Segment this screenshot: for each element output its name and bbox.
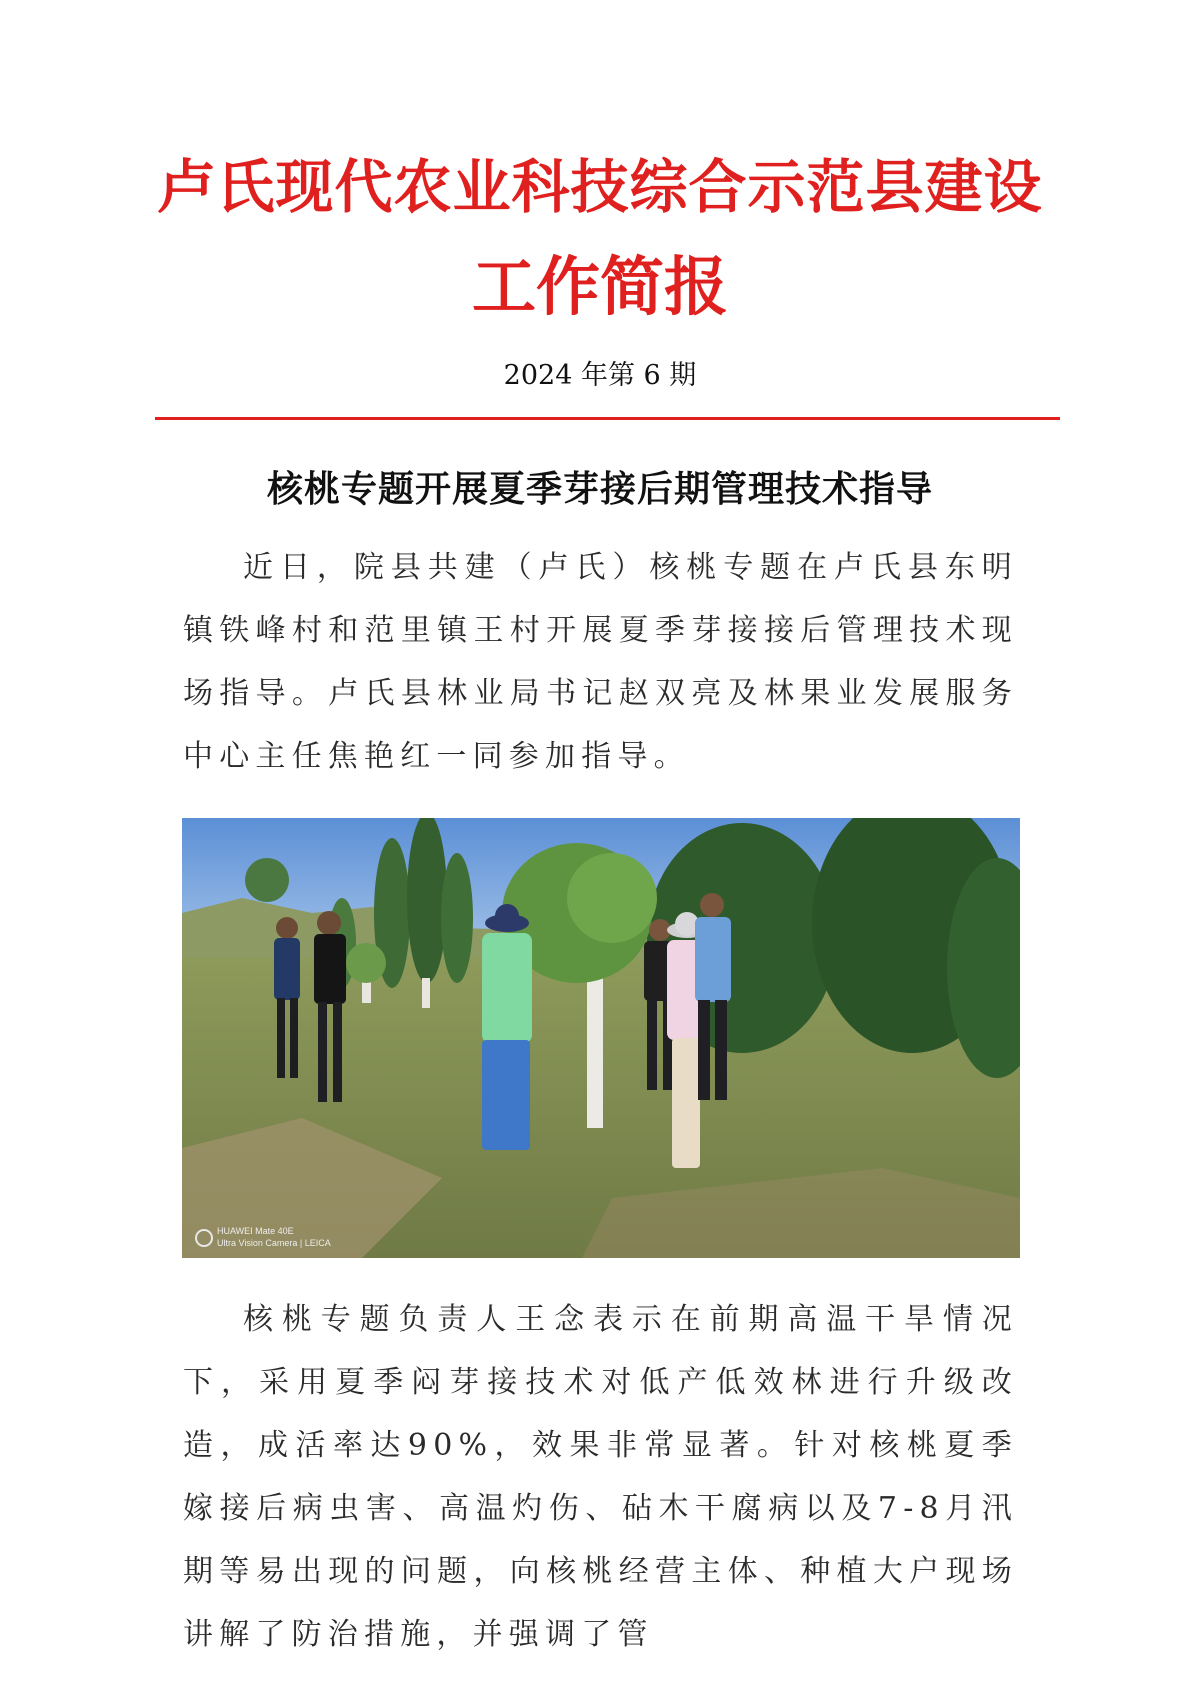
- masthead-title-line1: 卢氏现代农业科技综合示范县建设: [157, 153, 1043, 221]
- sapling-leaves: [346, 943, 386, 983]
- article-paragraph-1: 近日，院县共建（卢氏）核桃专题在卢氏县东明镇铁峰村和范里镇王村开展夏季芽接接后管理技术现场指导。卢氏县林业局书记赵双亮及林果业发展服务中心主任焦艳红一同参加指导。: [183, 550, 1018, 774]
- round-tree: [245, 858, 289, 902]
- field-photo: [182, 818, 1020, 1258]
- issue-number: 2024 年第 6 期: [503, 360, 697, 391]
- masthead-title-line2: 工作简报: [472, 250, 728, 325]
- walnut-trunk: [587, 968, 603, 1128]
- tree-trunk: [422, 978, 430, 1008]
- red-divider: [155, 417, 1060, 420]
- walnut-canopy: [567, 853, 657, 943]
- photo-watermark-line2: Ultra Vision Camera | LEICA: [217, 1238, 331, 1248]
- poplar-tree: [407, 818, 447, 983]
- person: [482, 904, 532, 1150]
- article-title: 核桃专题开展夏季芽接后期管理技术指导: [266, 468, 933, 510]
- poplar-tree: [441, 853, 473, 983]
- photo-watermark-line1: HUAWEI Mate 40E: [217, 1226, 294, 1236]
- article-paragraph-2: 核桃专题负责人王念表示在前期高温干旱情况下，采用夏季闷芽接技术对低产低效林进行升级改造，成活率达90%，效果非常显著。针对核桃夏季嫁接后病虫害、高温灼伤、砧木干腐病以及7-8月汛期等易出现的问题，向核桃经营主体、种植大户现场讲解了防治措施，并强调了管: [183, 1302, 1018, 1652]
